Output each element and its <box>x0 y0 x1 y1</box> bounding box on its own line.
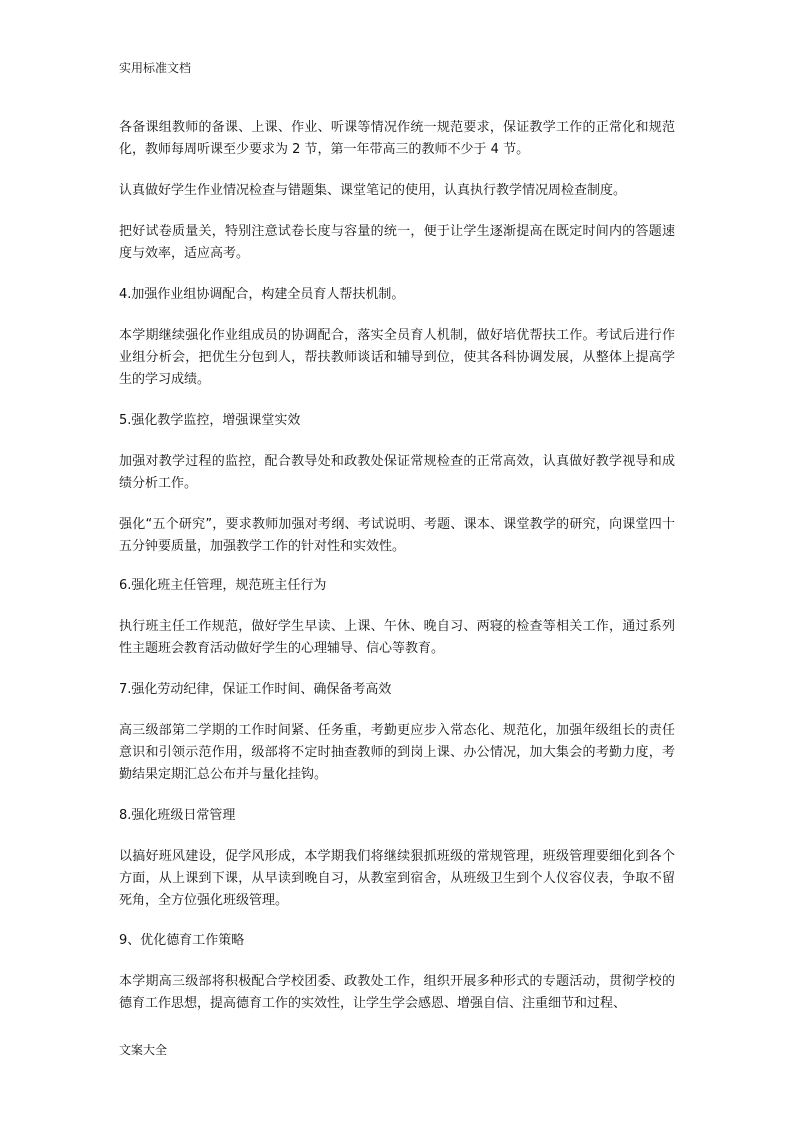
paragraph-section-7: 高三级部第二学期的工作时间紧、任务重，考勤更应步入常态化、规范化，加强年级组长的责任意识和引领示范作用，级部将不定时抽查教师的到岗上课、办公情况，加大集会的考勤力度，考勤结果定期汇总公布并与量化挂钩。 <box>119 723 675 782</box>
page-header: 实用标准文档 <box>119 61 192 75</box>
paragraph-homework-check: 认真做好学生作业情况检查与错题集、课堂笔记的使用，认真执行教学情况周检查制度。 <box>119 183 627 198</box>
paragraph-section-4: 本学期继续强化作业组成员的协调配合，落实全员育人机制，做好培优帮扶工作。考试后进行作业组分析会，把优生分包到人，帮扶教师谈话和辅导到位，使其各科协调发展，从整体上提高学生的学习成绩。 <box>119 328 675 387</box>
page-footer: 文案大全 <box>119 1043 168 1057</box>
heading-section-9: 9、优化德育工作策略 <box>119 933 245 948</box>
paragraph-section-9: 本学期高三级部将积极配合学校团委、政教处工作，组织开展多种形式的专题活动，贯彻学校的德育工作思想，提高德育工作的实效性，让学生学会感恩、增强自信、注重细节和过程、 <box>119 974 675 1011</box>
paragraph-exam-quality: 把好试卷质量关，特别注意试卷长度与容量的统一，便于让学生逐渐提高在既定时间内的答题速度与效率，适应高考。 <box>119 224 675 261</box>
paragraph-section-6: 执行班主任工作规范，做好学生早读、上课、午休、晚自习、两寝的检查等相关工作，通过系列性主题班会教育活动做好学生的心理辅导、信心等教育。 <box>119 619 675 656</box>
heading-section-5: 5.强化教学监控，增强课堂实效 <box>119 413 301 428</box>
paragraph-section-5a: 加强对教学过程的监控，配合教导处和政教处保证常规检查的正常高效，认真做好教学视导和成绩分析工作。 <box>119 454 675 491</box>
paragraph-lesson-requirements: 各备课组教师的备课、上课、作业、听课等情况作统一规范要求，保证教学工作的正常化和规范化，教师每周听课至少要求为 2 节，第一年带高三的教师不少于 4 节。 <box>119 120 675 157</box>
heading-section-7: 7.强化劳动纪律，保证工作时间、确保备考高效 <box>119 682 392 697</box>
paragraph-section-8: 以搞好班风建设，促学风形成，本学期我们将继续狠抓班级的常规管理，班级管理要细化到各个方面，从上课到下课，从早读到晚自习，从教室到宿舍，从班级卫生到个人仪容仪表，争取不留死角，全方位强化班级管理。 <box>119 849 675 908</box>
paragraph-section-5b: 强化“五个研究”，要求教师加强对考纲、考试说明、考题、课本、课堂教学的研究，向课堂四十五分钟要质量，加强教学工作的针对性和实效性。 <box>119 517 675 554</box>
heading-section-6: 6.强化班主任管理，规范班主任行为 <box>119 578 327 593</box>
heading-section-4: 4.加强作业组协调配合，构建全员育人帮扶机制。 <box>119 287 405 302</box>
heading-section-8: 8.强化班级日常管理 <box>119 808 236 823</box>
